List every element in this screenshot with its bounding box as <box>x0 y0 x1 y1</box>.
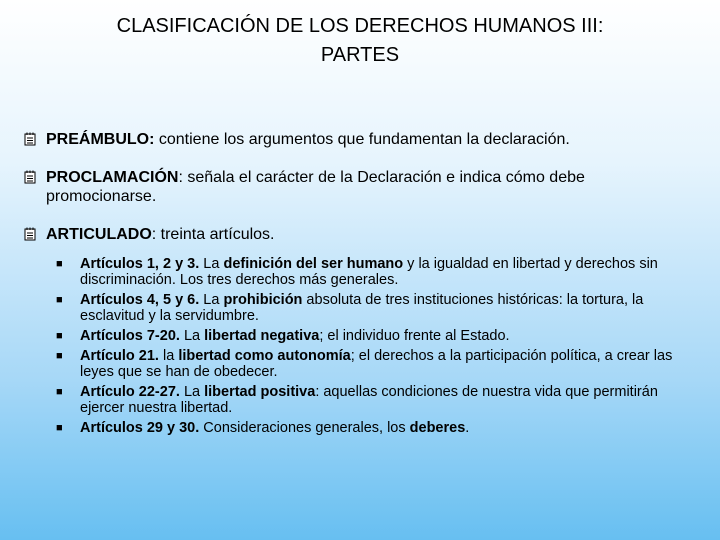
sub-item-text: . <box>465 420 470 436</box>
term-proclamacion: PROCLAMACIÓN <box>46 169 179 186</box>
sub-item-article-21 <box>56 348 694 380</box>
sub-item-articles-1-3 <box>56 256 694 288</box>
list-item-preambulo <box>24 130 694 149</box>
sub-item-text: La <box>199 292 224 308</box>
sub-item-concept: libertad negativa <box>204 328 320 344</box>
text-articulado: : treinta artículos. <box>151 226 275 243</box>
sub-item-articles-7-20 <box>56 328 694 344</box>
square-bullet-icon: ■ <box>56 386 63 398</box>
sub-item-articles-22-27 <box>56 384 694 416</box>
list-item-articulado <box>24 225 694 436</box>
notepad-icon <box>24 170 36 184</box>
sub-item-articles-4-6 <box>56 292 694 324</box>
sub-item-articles: Artículos 4, 5 y 6. <box>80 292 200 308</box>
square-bullet-icon: ■ <box>56 350 63 362</box>
sub-item-text: la <box>158 348 179 364</box>
term-articulado: ARTICULADO <box>46 226 152 243</box>
sub-item-concept: libertad como autonomía <box>178 348 351 364</box>
square-bullet-icon: ■ <box>56 422 63 434</box>
title-line-2: PARTES <box>320 44 400 66</box>
sub-item-text: y la igualdad en libertad y derechos sin discriminación. Los tres derechos más generales. <box>80 256 658 288</box>
slide-title <box>30 12 690 70</box>
sub-item-text: La <box>179 328 205 344</box>
sub-item-articles: Artículo 22-27. <box>80 384 180 400</box>
notepad-icon <box>24 227 36 241</box>
square-bullet-icon: ■ <box>56 330 63 342</box>
title-line-1: CLASIFICACIÓN DE LOS DERECHOS HUMANOS III: <box>116 15 604 37</box>
square-bullet-icon: ■ <box>56 294 63 306</box>
sub-item-text: La <box>199 256 224 272</box>
list-item-proclamacion <box>24 168 694 206</box>
sub-item-text: La <box>179 384 205 400</box>
main-list <box>24 130 694 440</box>
sub-item-concept: prohibición <box>223 292 303 308</box>
sub-item-articles-29-30 <box>56 420 694 436</box>
sub-item-text: : aquellas condiciones de nuestra vida que permitirán ejercer nuestra libertad. <box>80 384 658 416</box>
sub-item-concept: definición del ser humano <box>223 256 404 272</box>
sub-item-concept: libertad positiva <box>204 384 316 400</box>
sub-item-articles: Artículos 1, 2 y 3. <box>80 256 200 272</box>
sub-item-text: absoluta de tres instituciones históricas: la tortura, la esclavitud y la servidumbre. <box>80 292 644 324</box>
sub-item-text: Consideraciones generales, los <box>199 420 410 436</box>
term-preambulo: PREÁMBULO: <box>46 131 155 148</box>
square-bullet-icon: ■ <box>56 258 63 270</box>
text-preambulo: contiene los argumentos que fundamentan la declaración. <box>154 131 570 148</box>
notepad-icon <box>24 132 36 146</box>
sub-item-text: ; el individuo frente al Estado. <box>319 328 510 344</box>
sub-item-text: ; el derechos a la participación política, a crear las leyes que se han de obedecer. <box>80 348 673 380</box>
sub-item-articles: Artículos 7-20. <box>80 328 180 344</box>
text-proclamacion: : señala el carácter de la Declaración e indica cómo debe promocionarse. <box>46 169 585 205</box>
articles-sublist <box>46 256 694 436</box>
sub-item-articles: Artículos 29 y 30. <box>80 420 200 436</box>
sub-item-articles: Artículo 21. <box>80 348 159 364</box>
sub-item-concept: deberes <box>409 420 466 436</box>
